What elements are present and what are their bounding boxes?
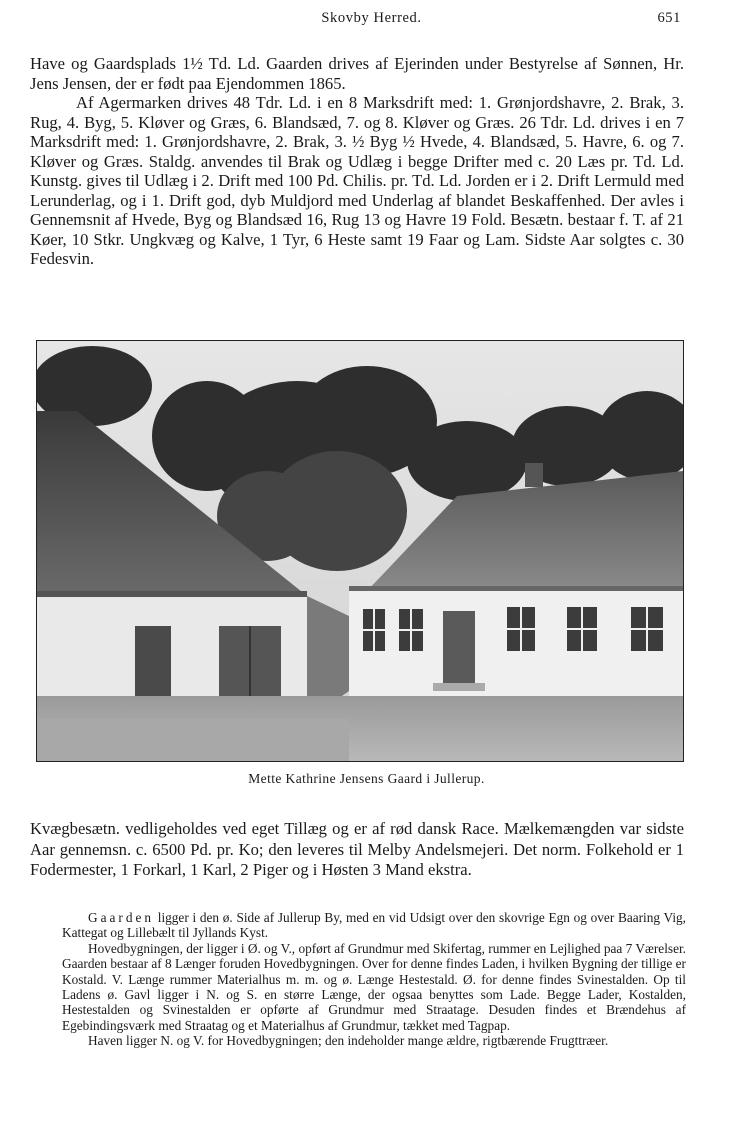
paragraph-garden-trees: Haven ligger N. og V. for Hovedbygningen; den indeholder mange ældre, rigtbærende Frugttræer. [88, 1033, 609, 1049]
paragraph-livestock: Kvægbesætn. vedligeholdes ved eget Tillæg og er af rød dansk Race. Mælkemængden var sidste Aar gennemsn. c. 6500 Pd. pr. Ko; den leveres til Melby Andelsmejeri. Det norm. Folkehold er 1 Fodermester, 1 Forkarl, 1 Karl, 2 Piger og i Høsten 3 Mand ekstra. [30, 819, 684, 879]
page-header [62, 10, 681, 34]
building-description-block [62, 910, 686, 1049]
spaced-lead-word: Gaarden [88, 910, 155, 925]
farmhouse-photo [36, 340, 684, 762]
paragraph-location [62, 910, 686, 941]
running-title: Skovby Herred. [321, 10, 422, 26]
top-text-block [30, 54, 684, 269]
paragraph-location-text: ligger i den ø. Side af Jullerup By, med en vid Udsigt over den skovrige Egn og over Baaring Vig, Kattegat og Lillebælt til Jyllands Kyst. [62, 910, 686, 941]
photo-caption: Mette Kathrine Jensens Gaard i Jullerup. [248, 771, 485, 786]
paragraph-fields: Af Agermarken drives 48 Tdr. Ld. i en 8 Marksdrift med: 1. Grønjordshavre, 2. Brak, 3. Rug, 4. Byg, 5. Kløver og Græs, 6. Blandsæd, 7. og 8. Kløver og Græs. 26 Tdr. Ld. drives i en 7 Marksdrift med: 1. Grønjordshavre, 2. Brak, 3. ½ Byg ½ Hvede, 4. Blandsæd, 5. Havre, 6. og 7. Kløver og Græs. Staldg. anvendes til Brak og Udlæg i begge Drifter med c. 20 Læs pr. Td. Ld. Kunstg. gives til Udlæg i 2. Drift med 100 Pd. Chilis. pr. Td. Ld. Jorden er i 2. Drift Lermuld med Lerunderlag, og i 1. Drift god, dyb Muldjord med Underlag af blandet Beskaffenhed. Der avles i Gennemsnit af Hvede, Byg og Blandsæd 16, Rug 13 og Havre 19 Fold. Besætn. bestaar f. T. af 21 Køer, 10 Stkr. Ungkvæg og Kalve, 1 Tyr, 6 Heste samt 19 Faar og Lam. Sidste Aar solgtes c. 30 Fedesvin. [30, 93, 684, 268]
page-number: 651 [657, 10, 681, 26]
paragraph-garden: Have og Gaardsplads 1½ Td. Ld. Gaarden drives af Ejerinden under Bestyrelse af Sønnen, Hr. Jens Jensen, der er født paa Ejendommen 1865. [30, 54, 684, 93]
paragraph-buildings: Hovedbygningen, der ligger i Ø. og V., opført af Grundmur med Skifertag, rummer en Lejlighed paa 7 Værelser. Gaarden bestaar af 8 Længer foruden Hovedbygningen. Over for denne findes Laden, i hvilken Bygning der tillige er Kostald. V. Længe rummer Materialhus m. m. og ø. Længe Hestestald. Ø. for denne findes Svinestalden. Op til Ladens ø. Gavl ligger i N. og S. en større Længe, der ogsaa benyttes som Lade. Begge Lader, Kostalden, Hestestalden og Svinestalden er opførte af Grundmur med Straatage. Desuden findes et Brændehus af Egebindingsværk med Straatag og et Materialhus af Grundmur, tækket med Tagpap. [62, 940, 686, 1033]
middle-text-block [30, 819, 684, 881]
farmhouse-illustration [37, 341, 683, 761]
